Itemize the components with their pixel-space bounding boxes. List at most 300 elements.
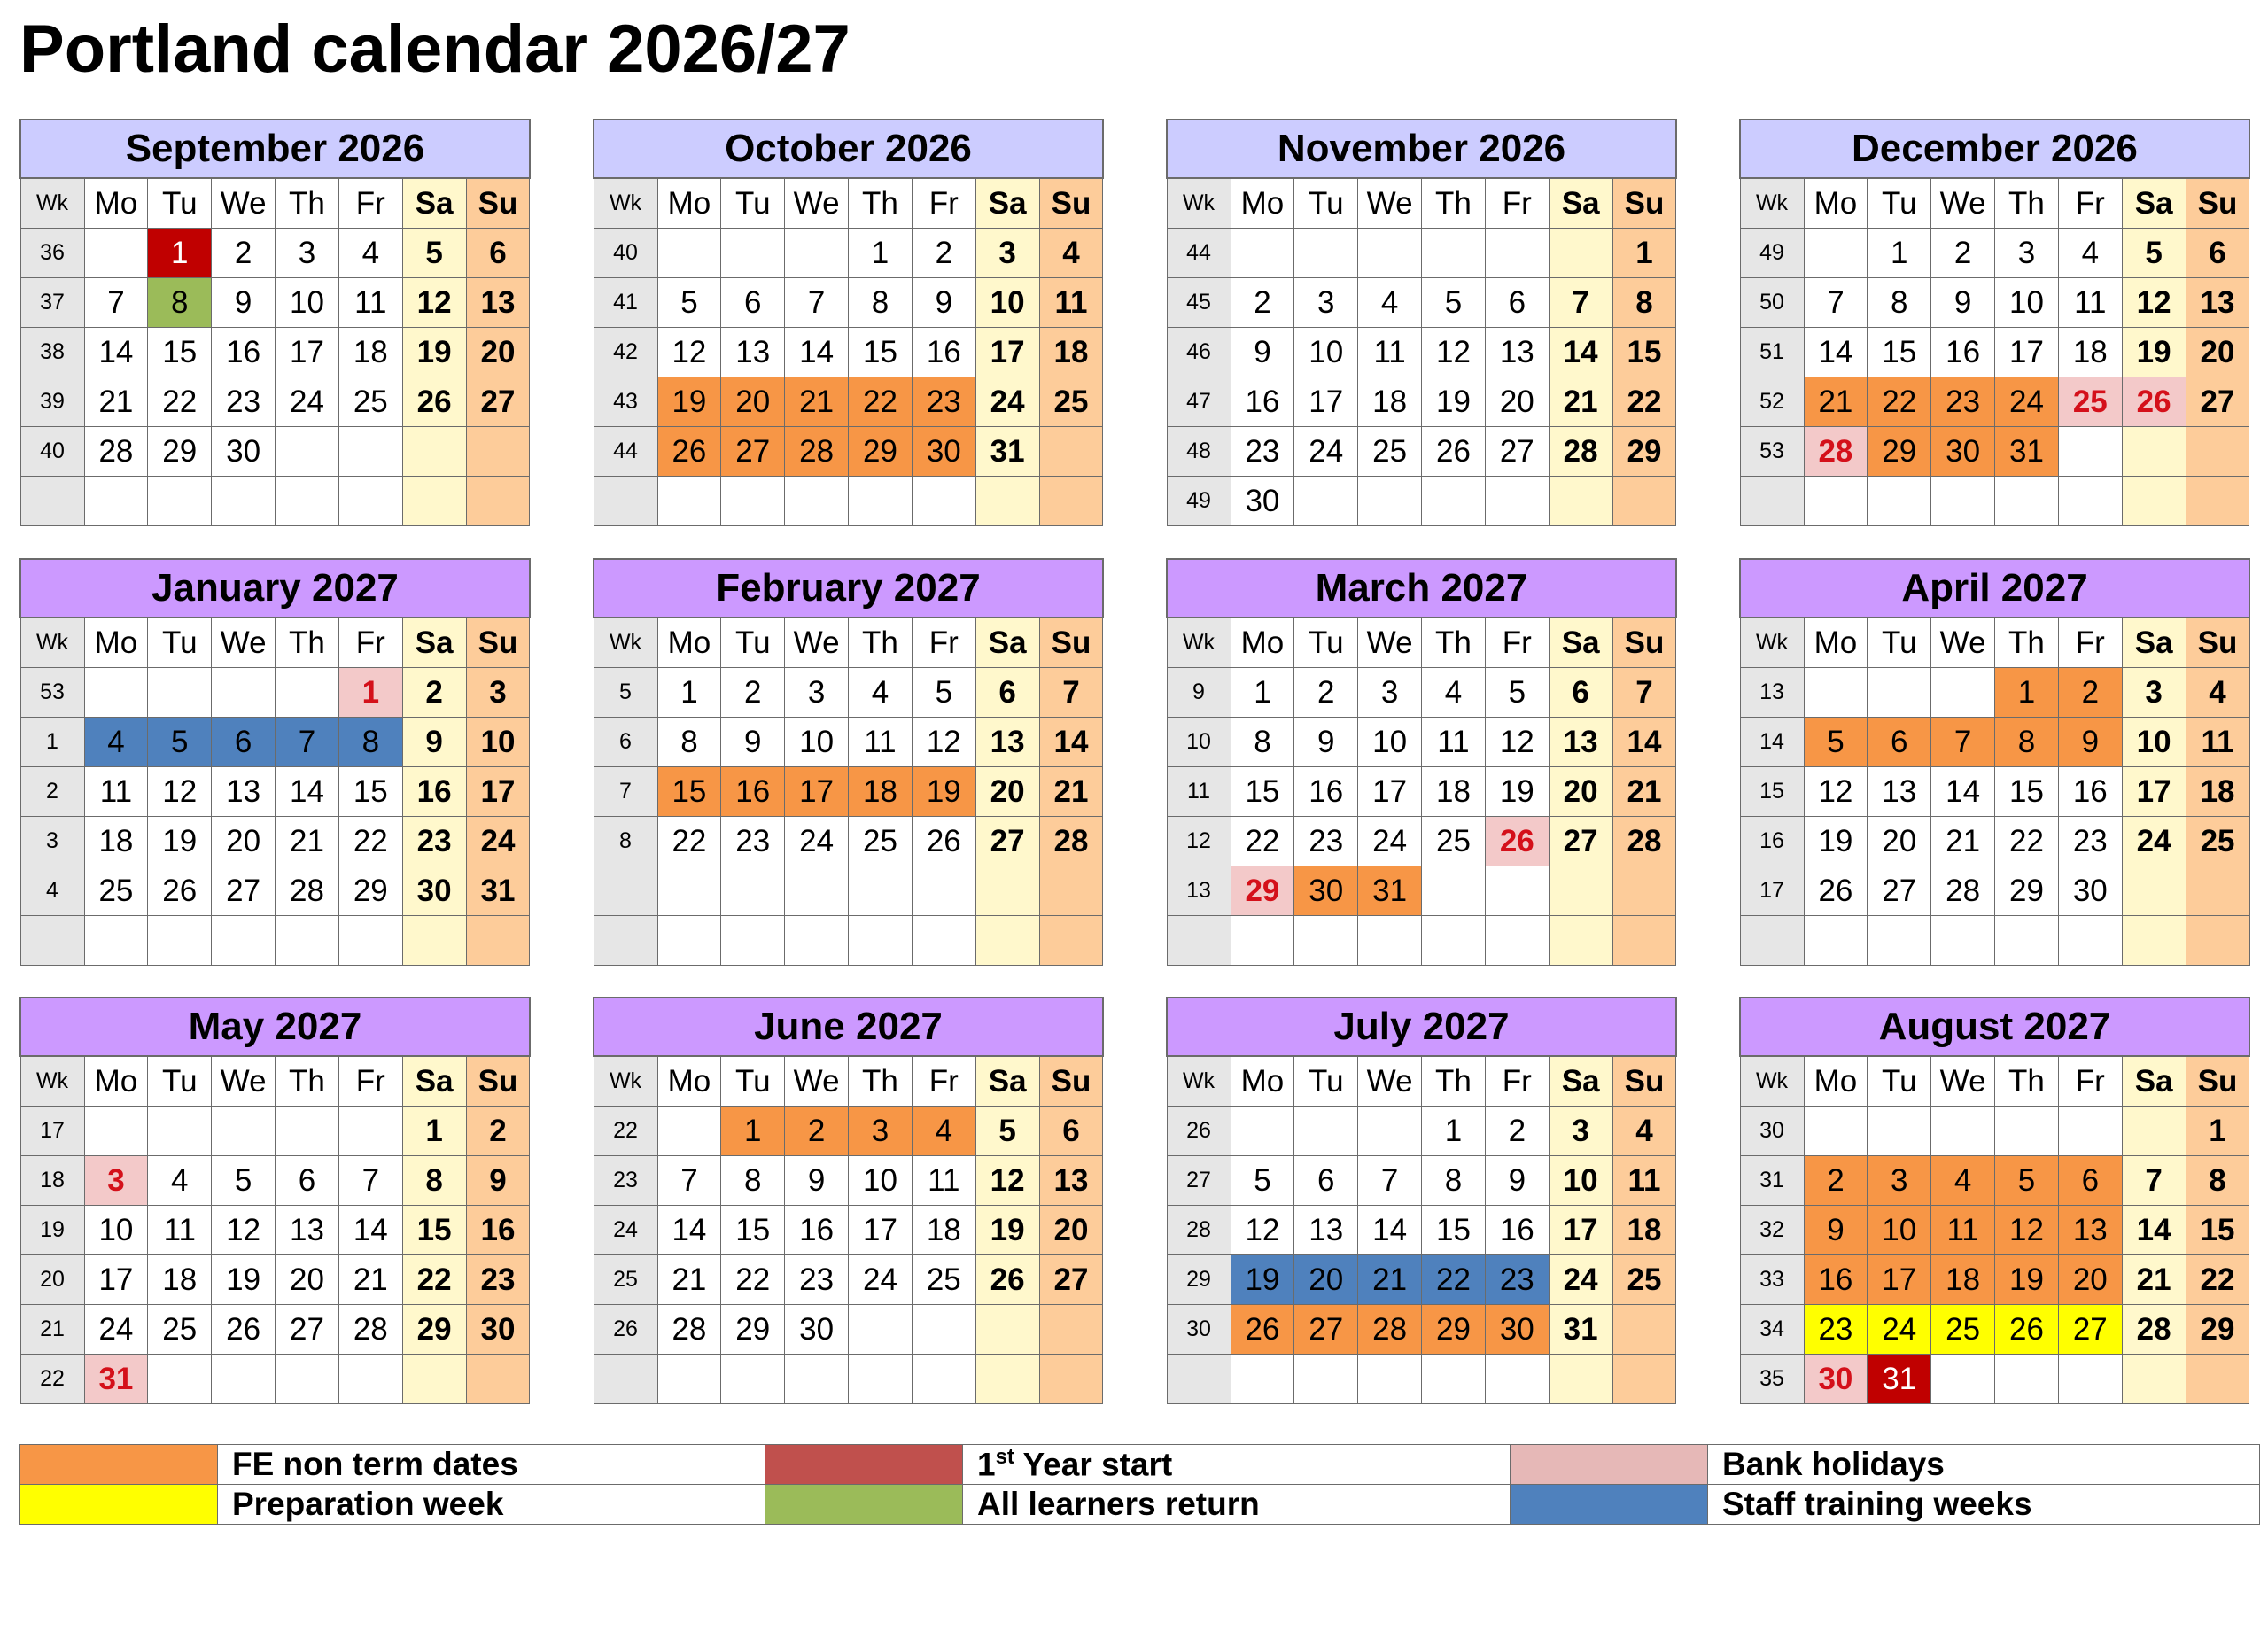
day-cell: 11: [1931, 1206, 1995, 1255]
day-cell: [1485, 916, 1549, 966]
day-cell: 5: [1995, 1156, 2059, 1206]
day-cell: 1: [338, 668, 402, 718]
day-cell: 16: [721, 767, 785, 817]
day-cell: 25: [2186, 817, 2249, 866]
day-cell: 22: [1422, 1255, 1486, 1305]
day-cell: 29: [402, 1305, 466, 1355]
week-number-header: Wk: [1740, 617, 1804, 668]
day-cell: 6: [1485, 278, 1549, 328]
week-row: [594, 668, 1103, 718]
day-cell: 28: [1549, 427, 1612, 477]
week-number-header: Wk: [1740, 1056, 1804, 1107]
day-cell: [1995, 477, 2059, 526]
day-cell: 20: [721, 377, 785, 427]
day-cell: 6: [276, 1156, 339, 1206]
day-cell: [1422, 866, 1486, 916]
month-block: [19, 997, 529, 1404]
day-cell: 26: [1485, 817, 1549, 866]
week-row: [594, 1206, 1103, 1255]
day-cell: [1931, 1355, 1995, 1404]
day-cell: 7: [338, 1156, 402, 1206]
day-cell: 13: [466, 278, 530, 328]
day-cell: 21: [1612, 767, 1676, 817]
day-cell: 12: [2122, 278, 2186, 328]
week-number-header: Wk: [1167, 178, 1231, 229]
day-cell: 23: [1931, 377, 1995, 427]
day-cell: 27: [2186, 377, 2249, 427]
day-cell: 27: [276, 1305, 339, 1355]
day-cell: 11: [849, 718, 913, 767]
day-cell: 4: [1358, 278, 1422, 328]
month-block: [1739, 119, 2249, 526]
day-cell: 8: [1422, 1156, 1486, 1206]
week-number: 41: [594, 278, 657, 328]
day-cell: 2: [1931, 229, 1995, 278]
day-cell: 16: [1804, 1255, 1868, 1305]
week-row: [1740, 1255, 2249, 1305]
day-of-week-header: Th: [849, 178, 913, 229]
day-cell: 27: [1039, 1255, 1103, 1305]
day-cell: 13: [975, 718, 1039, 767]
day-cell: 8: [1231, 718, 1294, 767]
day-cell: 15: [849, 328, 913, 377]
week-row: [1167, 866, 1676, 916]
day-of-week-header: Tu: [721, 617, 785, 668]
day-cell: 8: [338, 718, 402, 767]
day-cell: [1804, 477, 1868, 526]
day-cell: 25: [1931, 1305, 1995, 1355]
month-title: February 2027: [594, 559, 1103, 617]
day-cell: 25: [1612, 1255, 1676, 1305]
day-cell: [276, 1107, 339, 1156]
day-cell: 18: [1358, 377, 1422, 427]
day-cell: 18: [849, 767, 913, 817]
day-cell: 11: [2186, 718, 2249, 767]
day-cell: 18: [2186, 767, 2249, 817]
legend-label-bank-holidays: Bank holidays: [1708, 1445, 2260, 1485]
day-cell: [849, 1355, 913, 1404]
day-cell: 13: [2186, 278, 2249, 328]
day-cell: 13: [2058, 1206, 2122, 1255]
day-of-week-header: We: [1358, 617, 1422, 668]
day-cell: [2186, 916, 2249, 966]
week-row: [594, 477, 1103, 526]
day-cell: [1868, 916, 1931, 966]
day-cell: 21: [657, 1255, 721, 1305]
day-cell: 23: [912, 377, 975, 427]
day-cell: 4: [1039, 229, 1103, 278]
week-number: 42: [594, 328, 657, 377]
week-number: 44: [1167, 229, 1231, 278]
week-number: 2: [20, 767, 84, 817]
legend-label-first-year-start: 1st Year start: [963, 1445, 1511, 1485]
week-number: 10: [1167, 718, 1231, 767]
day-of-week-header: Su: [466, 178, 530, 229]
day-cell: 31: [466, 866, 530, 916]
day-cell: 20: [276, 1255, 339, 1305]
day-cell: 26: [402, 377, 466, 427]
week-row: [1167, 1355, 1676, 1404]
day-cell: 17: [1549, 1206, 1612, 1255]
day-cell: 22: [849, 377, 913, 427]
week-number: 37: [20, 278, 84, 328]
day-of-week-header: Mo: [1231, 178, 1294, 229]
week-row: [1167, 278, 1676, 328]
month-block: [19, 558, 529, 966]
day-of-week-header: Su: [466, 1056, 530, 1107]
day-cell: 20: [1039, 1206, 1103, 1255]
day-cell: 15: [1231, 767, 1294, 817]
day-of-week-header: We: [1931, 178, 1995, 229]
day-cell: 7: [1358, 1156, 1422, 1206]
day-cell: 19: [2122, 328, 2186, 377]
day-of-week-header: We: [212, 1056, 276, 1107]
week-number-header: Wk: [594, 1056, 657, 1107]
day-of-week-header: We: [1931, 617, 1995, 668]
day-cell: 17: [276, 328, 339, 377]
day-cell: 30: [1804, 1355, 1868, 1404]
day-cell: 7: [1804, 278, 1868, 328]
day-cell: [1931, 477, 1995, 526]
week-row: [20, 718, 530, 767]
day-cell: 3: [276, 229, 339, 278]
day-cell: 11: [338, 278, 402, 328]
day-of-week-header: Mo: [1231, 1056, 1294, 1107]
week-row: [1740, 1305, 2249, 1355]
month-title: April 2027: [1740, 559, 2249, 617]
day-of-week-header: Tu: [1294, 617, 1358, 668]
week-number: [594, 916, 657, 966]
week-number-header: Wk: [1740, 178, 1804, 229]
day-cell: 7: [1549, 278, 1612, 328]
day-of-week-header: Sa: [2122, 617, 2186, 668]
day-cell: 25: [849, 817, 913, 866]
week-number: 7: [594, 767, 657, 817]
month-block: [1739, 997, 2249, 1404]
week-number: 34: [1740, 1305, 1804, 1355]
week-number: [1740, 477, 1804, 526]
day-cell: 8: [148, 278, 212, 328]
day-cell: 17: [975, 328, 1039, 377]
day-cell: [785, 866, 849, 916]
day-cell: [1868, 668, 1931, 718]
week-row: [1740, 427, 2249, 477]
day-cell: 30: [912, 427, 975, 477]
week-row: [20, 866, 530, 916]
day-cell: [212, 1355, 276, 1404]
day-cell: 3: [1995, 229, 2059, 278]
day-cell: [1804, 668, 1868, 718]
day-cell: [1931, 668, 1995, 718]
day-cell: 29: [148, 427, 212, 477]
day-cell: 14: [276, 767, 339, 817]
day-cell: [2122, 477, 2186, 526]
day-cell: 14: [338, 1206, 402, 1255]
week-number: 53: [20, 668, 84, 718]
day-cell: [466, 477, 530, 526]
day-cell: 21: [1931, 817, 1995, 866]
day-cell: [657, 916, 721, 966]
day-cell: 19: [975, 1206, 1039, 1255]
day-cell: 5: [975, 1107, 1039, 1156]
day-cell: 25: [148, 1305, 212, 1355]
day-cell: 16: [912, 328, 975, 377]
day-cell: 30: [466, 1305, 530, 1355]
week-number: 8: [594, 817, 657, 866]
day-of-week-header: Sa: [1549, 178, 1612, 229]
day-cell: 13: [276, 1206, 339, 1255]
day-cell: [1485, 229, 1549, 278]
day-cell: 19: [1231, 1255, 1294, 1305]
day-cell: 26: [212, 1305, 276, 1355]
day-cell: [721, 1355, 785, 1404]
week-number: 6: [594, 718, 657, 767]
day-cell: 27: [466, 377, 530, 427]
week-row: [594, 916, 1103, 966]
day-of-week-header: Fr: [338, 1056, 402, 1107]
day-cell: 7: [657, 1156, 721, 1206]
day-cell: 30: [212, 427, 276, 477]
day-cell: 11: [84, 767, 148, 817]
day-of-week-header: Tu: [1294, 178, 1358, 229]
day-cell: 25: [912, 1255, 975, 1305]
day-cell: 24: [1294, 427, 1358, 477]
day-cell: [1294, 1107, 1358, 1156]
day-cell: [402, 477, 466, 526]
legend-swatch-first-year-start: [765, 1445, 963, 1485]
day-cell: [975, 1305, 1039, 1355]
week-row: [20, 477, 530, 526]
week-number: 23: [594, 1156, 657, 1206]
day-cell: 3: [975, 229, 1039, 278]
day-cell: 24: [2122, 817, 2186, 866]
day-cell: [84, 668, 148, 718]
legend-swatch-fe-non-term: [20, 1445, 218, 1485]
day-cell: 26: [148, 866, 212, 916]
month-title: October 2026: [594, 120, 1103, 178]
day-cell: 26: [1995, 1305, 2059, 1355]
week-row: [20, 328, 530, 377]
day-cell: [1804, 916, 1868, 966]
day-cell: 22: [338, 817, 402, 866]
month-block: [19, 119, 529, 526]
day-cell: 17: [84, 1255, 148, 1305]
day-cell: [338, 1107, 402, 1156]
day-cell: 18: [1612, 1206, 1676, 1255]
week-row: [1167, 229, 1676, 278]
day-cell: 17: [466, 767, 530, 817]
week-row: [20, 916, 530, 966]
day-cell: 20: [1294, 1255, 1358, 1305]
day-cell: 3: [1294, 278, 1358, 328]
day-cell: 5: [912, 668, 975, 718]
day-cell: [1485, 477, 1549, 526]
day-cell: [148, 916, 212, 966]
day-cell: 14: [785, 328, 849, 377]
day-cell: [849, 477, 913, 526]
day-cell: 11: [1358, 328, 1422, 377]
day-cell: 31: [1868, 1355, 1931, 1404]
week-row: [594, 866, 1103, 916]
day-cell: [2186, 1355, 2249, 1404]
week-row: [1167, 377, 1676, 427]
day-cell: 4: [338, 229, 402, 278]
day-cell: 17: [1995, 328, 2059, 377]
day-cell: [721, 229, 785, 278]
day-cell: 21: [338, 1255, 402, 1305]
week-number: 13: [1740, 668, 1804, 718]
week-number: 46: [1167, 328, 1231, 377]
day-cell: 9: [912, 278, 975, 328]
day-cell: [1931, 916, 1995, 966]
week-row: [1167, 427, 1676, 477]
day-of-week-header: Th: [1422, 617, 1486, 668]
day-cell: 24: [849, 1255, 913, 1305]
day-cell: 26: [912, 817, 975, 866]
day-cell: 16: [466, 1206, 530, 1255]
day-of-week-header: Su: [1039, 617, 1103, 668]
week-row: [594, 229, 1103, 278]
day-cell: 6: [721, 278, 785, 328]
week-row: [20, 1355, 530, 1404]
day-cell: 9: [1231, 328, 1294, 377]
day-cell: 23: [1294, 817, 1358, 866]
day-of-week-header: Th: [1995, 617, 2059, 668]
day-cell: 25: [1358, 427, 1422, 477]
day-cell: 24: [1549, 1255, 1612, 1305]
day-cell: 22: [402, 1255, 466, 1305]
day-cell: [1549, 916, 1612, 966]
day-cell: 19: [148, 817, 212, 866]
day-cell: 19: [912, 767, 975, 817]
day-cell: 11: [1422, 718, 1486, 767]
week-row: [20, 278, 530, 328]
day-cell: 10: [1358, 718, 1422, 767]
day-of-week-header: Mo: [1804, 178, 1868, 229]
day-cell: 2: [1231, 278, 1294, 328]
day-of-week-header: We: [1358, 1056, 1422, 1107]
week-row: [1740, 278, 2249, 328]
day-of-week-header: Mo: [657, 1056, 721, 1107]
day-cell: 29: [721, 1305, 785, 1355]
day-cell: 10: [1549, 1156, 1612, 1206]
day-of-week-header: Tu: [1868, 178, 1931, 229]
day-cell: 7: [1039, 668, 1103, 718]
day-cell: [1231, 1107, 1294, 1156]
day-cell: 2: [2058, 668, 2122, 718]
day-cell: 18: [1422, 767, 1486, 817]
day-cell: [1868, 1107, 1931, 1156]
week-number: 11: [1167, 767, 1231, 817]
day-cell: 15: [2186, 1206, 2249, 1255]
month-title: September 2026: [20, 120, 530, 178]
week-row: [20, 229, 530, 278]
day-cell: 16: [785, 1206, 849, 1255]
day-cell: 14: [1612, 718, 1676, 767]
day-cell: 29: [1422, 1305, 1486, 1355]
day-of-week-header: Th: [849, 1056, 913, 1107]
week-row: [1740, 668, 2249, 718]
day-cell: [1294, 229, 1358, 278]
day-cell: [785, 1355, 849, 1404]
day-cell: 16: [1485, 1206, 1549, 1255]
week-row: [1740, 229, 2249, 278]
day-cell: 9: [1804, 1206, 1868, 1255]
day-cell: 27: [1868, 866, 1931, 916]
day-of-week-header: Tu: [1294, 1056, 1358, 1107]
day-cell: [975, 866, 1039, 916]
week-row: [1167, 668, 1676, 718]
day-cell: [1612, 916, 1676, 966]
day-cell: [338, 1355, 402, 1404]
day-cell: 6: [1294, 1156, 1358, 1206]
day-cell: [1358, 1355, 1422, 1404]
day-cell: 23: [402, 817, 466, 866]
day-cell: 21: [785, 377, 849, 427]
day-cell: 20: [466, 328, 530, 377]
day-cell: 12: [1231, 1206, 1294, 1255]
day-cell: 10: [1995, 278, 2059, 328]
day-cell: [212, 477, 276, 526]
week-number: 25: [594, 1255, 657, 1305]
day-cell: [657, 866, 721, 916]
day-cell: [402, 1355, 466, 1404]
day-cell: 15: [721, 1206, 785, 1255]
day-cell: [1039, 427, 1103, 477]
day-cell: 1: [1868, 229, 1931, 278]
day-of-week-header: Th: [1995, 178, 2059, 229]
week-number: 26: [594, 1305, 657, 1355]
day-cell: [276, 427, 339, 477]
day-cell: [276, 916, 339, 966]
month-title: December 2026: [1740, 120, 2249, 178]
day-cell: 1: [1231, 668, 1294, 718]
day-cell: 18: [912, 1206, 975, 1255]
day-of-week-header: Tu: [721, 1056, 785, 1107]
week-row: [1167, 916, 1676, 966]
day-cell: [657, 1355, 721, 1404]
day-cell: 8: [1612, 278, 1676, 328]
week-row: [594, 1355, 1103, 1404]
week-row: [1740, 767, 2249, 817]
day-cell: [1039, 1355, 1103, 1404]
day-cell: 9: [1294, 718, 1358, 767]
day-cell: 24: [1358, 817, 1422, 866]
day-cell: [212, 916, 276, 966]
day-cell: 22: [2186, 1255, 2249, 1305]
day-of-week-header: Fr: [912, 617, 975, 668]
day-of-week-header: Fr: [912, 1056, 975, 1107]
month-block: [1166, 119, 1675, 526]
day-cell: 16: [1931, 328, 1995, 377]
day-of-week-header: Su: [2186, 617, 2249, 668]
day-cell: 28: [276, 866, 339, 916]
day-cell: [1358, 477, 1422, 526]
week-number: 32: [1740, 1206, 1804, 1255]
day-cell: 29: [1231, 866, 1294, 916]
week-row: [20, 1107, 530, 1156]
day-cell: [2122, 866, 2186, 916]
day-cell: 9: [212, 278, 276, 328]
day-cell: [1358, 1107, 1422, 1156]
week-number: 45: [1167, 278, 1231, 328]
week-number: 20: [20, 1255, 84, 1305]
week-number: 33: [1740, 1255, 1804, 1305]
day-cell: 5: [2122, 229, 2186, 278]
week-number: 13: [1167, 866, 1231, 916]
day-cell: 28: [785, 427, 849, 477]
day-cell: 2: [402, 668, 466, 718]
